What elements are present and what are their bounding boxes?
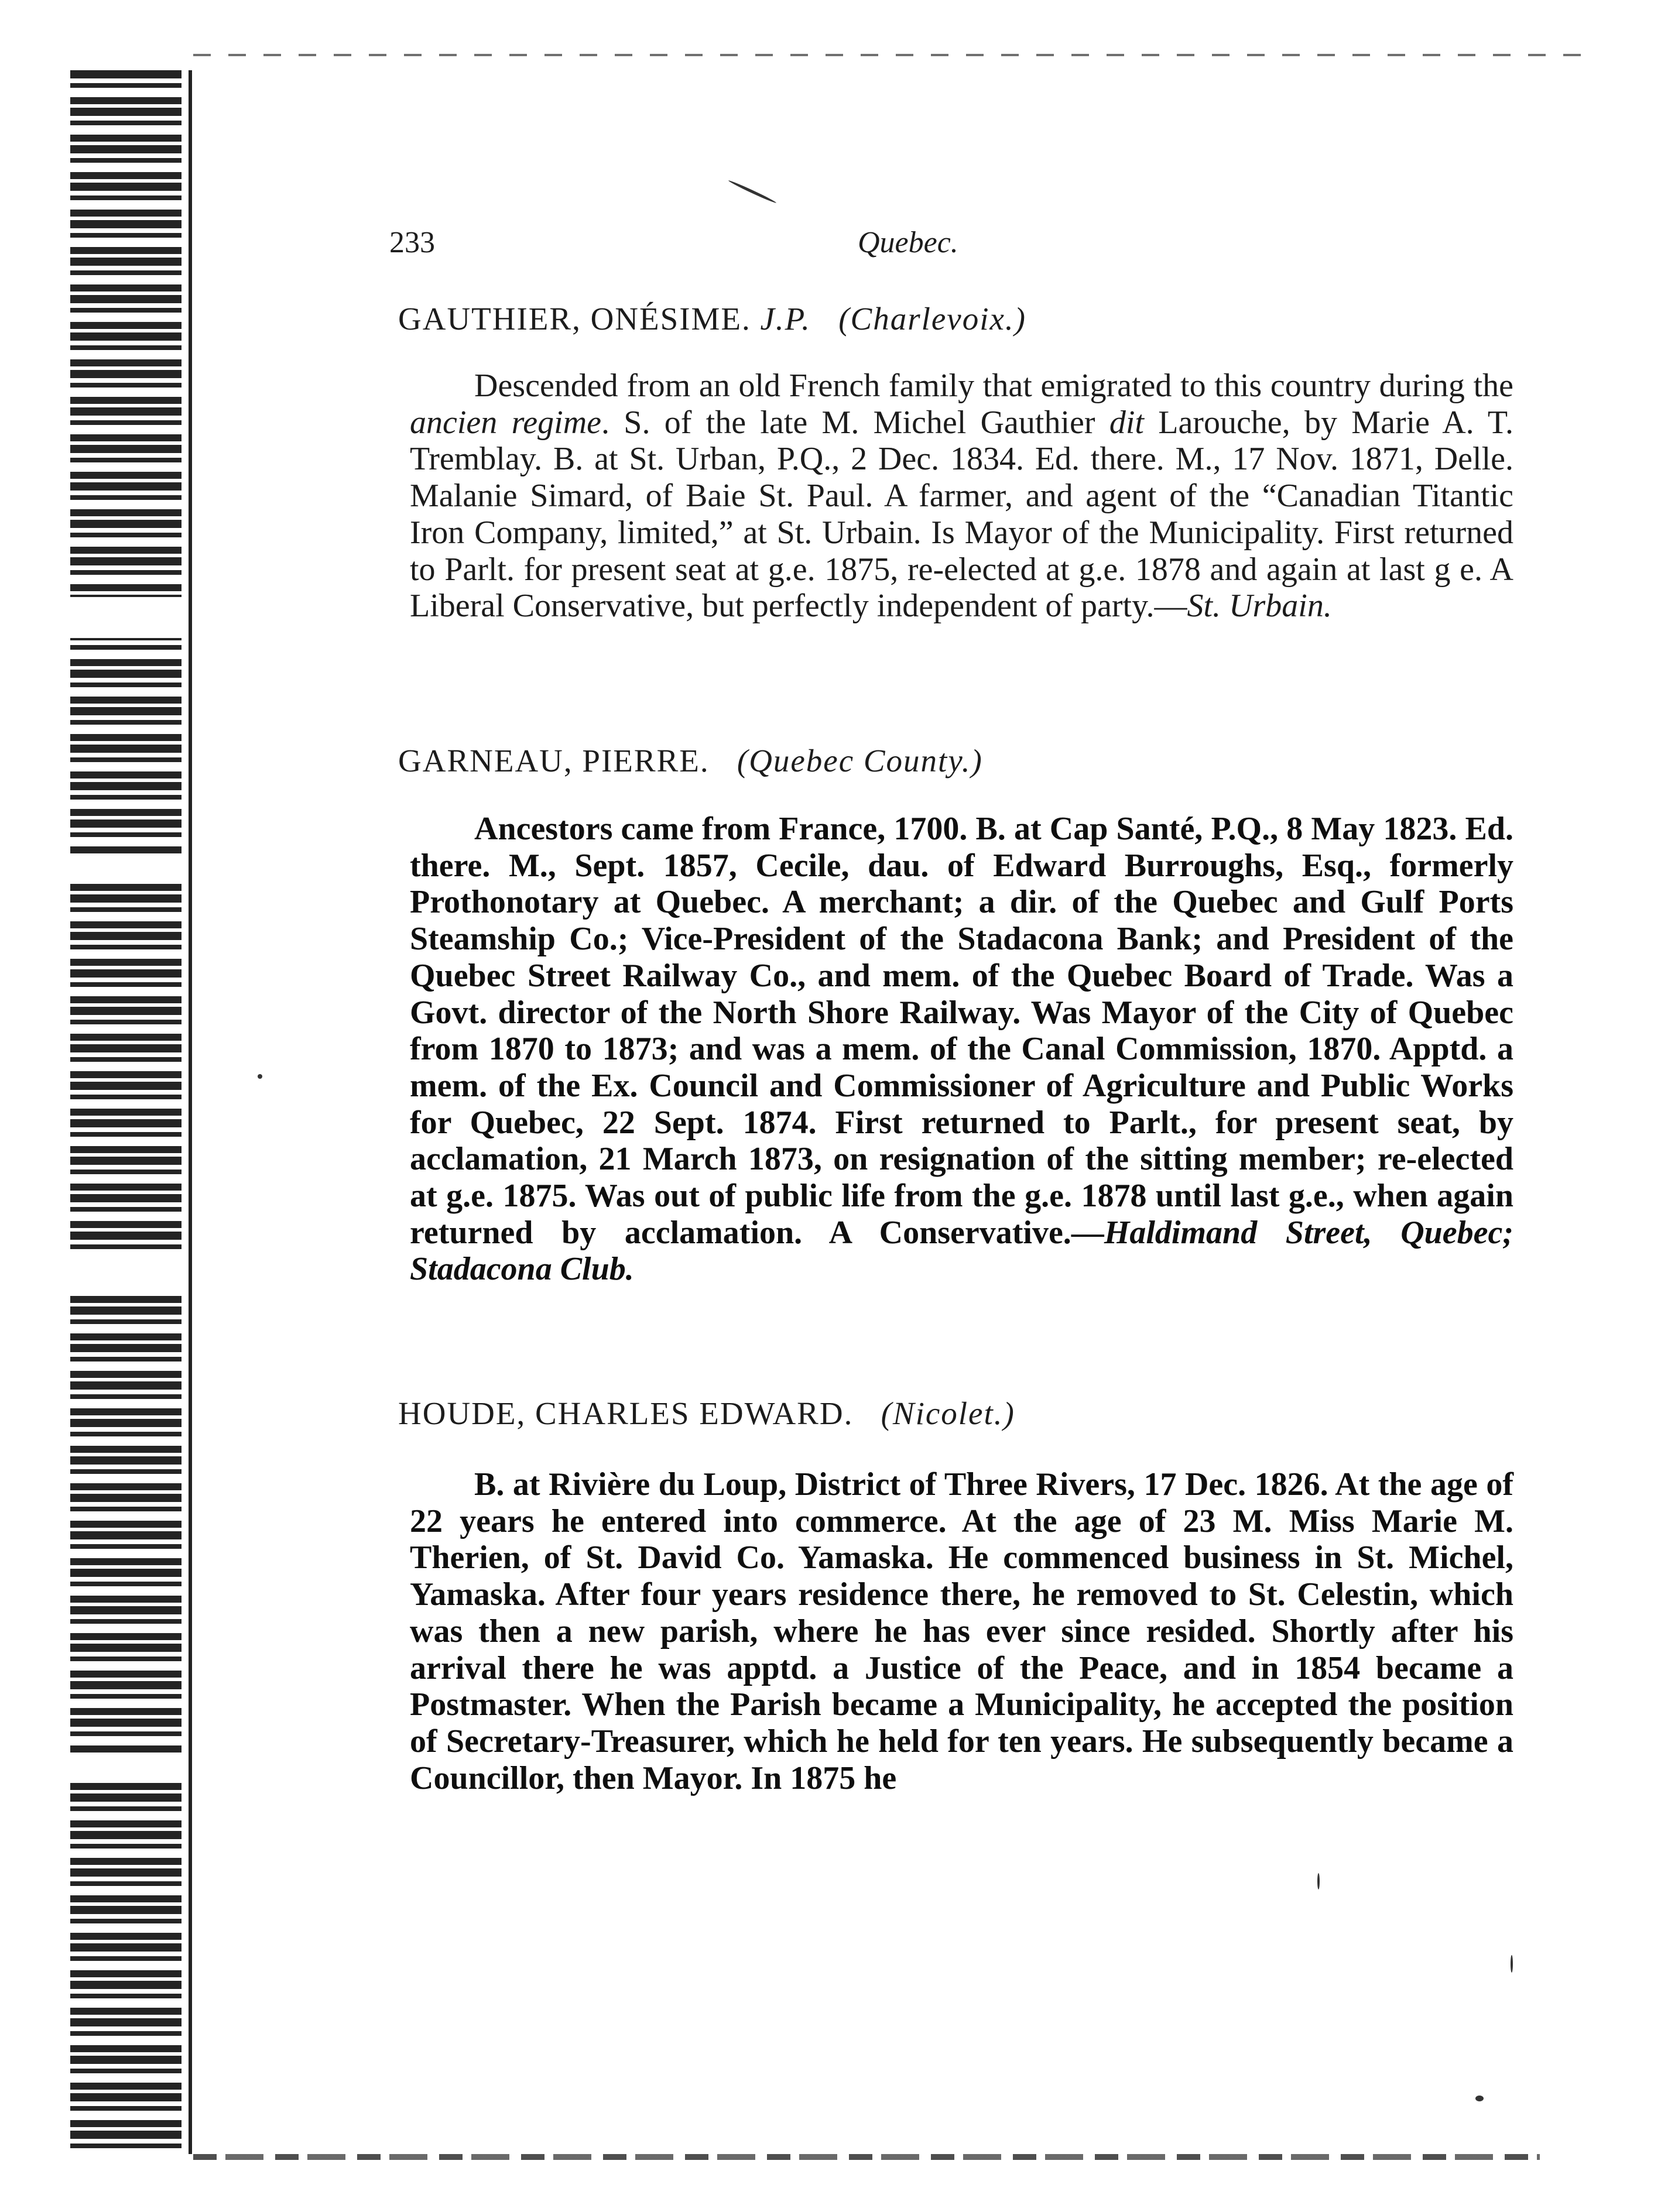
binding-gap <box>70 1756 181 1777</box>
bio-text: B. at Rivière du Loup, District of Three Rivers, 17 Dec. 1826. At the age of 22 years he entered into commerce. At the age of 23 M. Miss Marie M. Therien, of St. David Co. Yamaska. He commenced business in St. Michel, Yamaska. After four years residence there, he removed to St. Celestin, which was then a new parish, where he has ever since resided. Shortly after his arrival there he was apptd. a Justice of the Peace, and in 1854 became a Postmaster. When the Parish became a Municipality, he accepted the position of Secretary-Treasurer, which he held for ten years. He subsequently became a Councillor, then Mayor. In 1875 he <box>410 1466 1513 1796</box>
page-left-edge <box>189 70 192 2154</box>
entry-biography <box>410 811 1513 1288</box>
member-name: HOUDE, CHARLES EDWARD. <box>398 1395 854 1431</box>
binding-gap <box>70 597 181 638</box>
scan-speck <box>258 1074 262 1079</box>
entry-heading <box>398 740 1522 781</box>
member-address: St. Urbain. <box>1187 588 1332 625</box>
member-name: GAUTHIER, ONÉSIME. <box>398 301 751 337</box>
member-title: J.P. <box>760 301 811 337</box>
entry-biography <box>410 1466 1513 1796</box>
binding-edge-artifact <box>70 70 181 2154</box>
binding-gap <box>70 1258 181 1294</box>
constituency: (Quebec County.) <box>737 743 983 779</box>
page-header <box>389 225 1513 266</box>
bio-italic: dit <box>1109 404 1144 441</box>
entry-biography <box>410 368 1513 625</box>
constituency: (Nicolet.) <box>881 1395 1015 1431</box>
scan-speck <box>1317 1873 1320 1889</box>
scan-speck <box>1475 2096 1484 2101</box>
binding-gap <box>70 855 181 878</box>
entry-heading <box>398 299 1522 339</box>
bio-text: Larouche, by Marie A. T. Tremblay. B. at St. Urban, P.Q., 2 Dec. 1834. Ed. there. M., 17 Nov. 1871, Delle. Malanie Simard, of Baie St. Paul. A farmer, and agent of the “Canadian Titantic Iron Company, limited,” at St. Urbain. Is Mayor of the Municipality. First returned to Parlt. for present seat at g.e. 1875, re-elected at g.e. 1878 and again at last g e. A Liberal Conservative, but perfectly independent of party.— <box>410 404 1513 625</box>
page-number: 233 <box>389 226 435 259</box>
constituency: (Charlevoix.) <box>838 301 1026 337</box>
bio-italic: ancien regime <box>410 404 601 441</box>
page-top-edge <box>193 54 1598 56</box>
running-title: Quebec. <box>858 226 958 259</box>
scan-speck <box>1511 1955 1513 1973</box>
bio-text: . S. of the late M. Michel Gauthier <box>601 404 1109 441</box>
entry-heading <box>398 1393 1522 1434</box>
page-bottom-edge <box>193 2154 1540 2160</box>
bio-text: Descended from an old French family that emigrated to this country during the <box>474 368 1513 404</box>
scan-speck <box>728 179 777 204</box>
member-name: GARNEAU, PIERRE. <box>398 743 710 779</box>
member-address: Haldimand Street, Quebec; Stadacona Club. <box>410 1214 1513 1288</box>
bio-text: Ancestors came from France, 1700. B. at Cap Santé, P.Q., 8 May 1823. Ed. there. M., Sept. 1857, Cecile, dau. of Edward Burroughs, Esq., formerly Prothonotary at Quebec. A merchant; a dir. of the Quebec and Gulf Ports Steamship Co.; Vice-President of the Stadacona Bank; and President of the Quebec Street Railway Co., and mem. of the Quebec Board of Trade. Was a Govt. director of the North Shore Railway. Was Mayor of the City of Quebec from 1870 to 1873; and was a mem. of the Canal Commission, 1870. Apptd. a mem. of the Ex. Council and Commissioner of Agriculture and Public Works for Quebec, 22 Sept. 1874. First returned to Parlt., for present seat, by acclamation, 21 March 1873, on resignation of the sitting member; re-elected at g.e. 1875. Was out of public life from the g.e. 1878 until last g.e., when again returned by acclamation. A Conservative.— <box>410 811 1513 1251</box>
